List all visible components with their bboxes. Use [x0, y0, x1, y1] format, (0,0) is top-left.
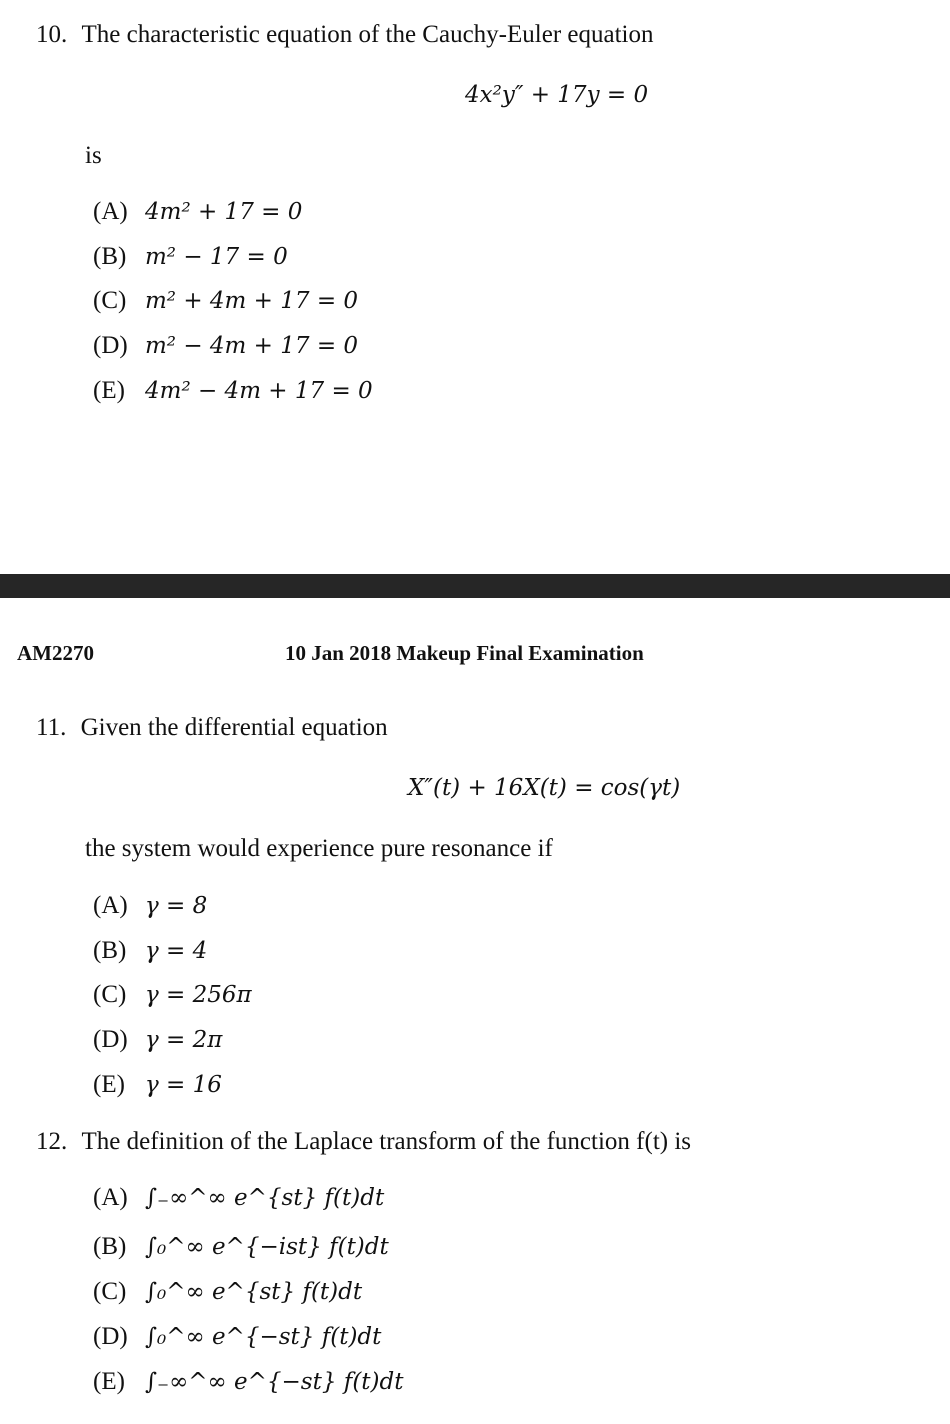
choice-label: (B) — [93, 1233, 127, 1260]
choice-label: (D) — [93, 332, 128, 359]
choice-expression: ∫₀^∞ e^{st} f(t)dt — [145, 1279, 363, 1305]
choice-a[interactable] — [93, 197, 302, 227]
question-11 — [36, 713, 388, 743]
question-prompt: Given the differential equation — [80, 714, 388, 741]
choice-label: (D) — [93, 1323, 128, 1350]
question-prompt: The characteristic equation of the Cauchy-Euler equation — [81, 21, 654, 48]
choice-label: (B) — [93, 937, 127, 964]
choice-e[interactable] — [93, 1070, 222, 1100]
choice-e[interactable] — [93, 376, 373, 406]
choice-label: (D) — [93, 1026, 128, 1053]
question-trailer: the system would experience pure resonance if — [85, 835, 553, 862]
choice-expression: 4m² + 17 = 0 — [145, 199, 303, 225]
question-10 — [36, 20, 653, 50]
display-equation: 4x²y″ + 17y = 0 — [465, 82, 649, 108]
choice-c[interactable] — [93, 1277, 362, 1307]
choice-b[interactable] — [93, 1232, 389, 1262]
choice-expression: γ = 8 — [145, 893, 208, 919]
choice-label: (C) — [93, 1278, 127, 1305]
choice-expression: m² − 4m + 17 = 0 — [145, 333, 359, 359]
choice-a[interactable] — [93, 1183, 384, 1213]
choice-expression: ∫₀^∞ e^{−st} f(t)dt — [145, 1324, 382, 1350]
choice-label: (C) — [93, 287, 127, 314]
choice-c[interactable] — [93, 286, 358, 316]
choice-expression: γ = 4 — [145, 938, 208, 964]
choice-c[interactable] — [93, 980, 252, 1010]
choice-label: (A) — [93, 198, 128, 225]
choice-label: (A) — [93, 1184, 128, 1211]
choice-d[interactable] — [93, 1025, 222, 1055]
question-prompt: The definition of the Laplace transform of the function f(t) is — [81, 1128, 692, 1155]
choice-expression: 4m² − 4m + 17 = 0 — [145, 378, 373, 404]
choice-label: (E) — [93, 1368, 125, 1395]
choice-expression: γ = 256π — [145, 982, 252, 1008]
page-divider — [0, 574, 950, 598]
choice-expression: m² − 17 = 0 — [145, 244, 288, 270]
exam-title: 10 Jan 2018 Makeup Final Examination — [285, 641, 644, 665]
course-code: AM2270 — [17, 641, 94, 665]
question-number: 12. — [36, 1128, 68, 1155]
choice-label: (C) — [93, 981, 127, 1008]
choice-e[interactable] — [93, 1367, 403, 1397]
question-number: 10. — [36, 21, 68, 48]
choice-expression: ∫₋∞^∞ e^{st} f(t)dt — [145, 1185, 385, 1211]
choice-b[interactable] — [93, 242, 288, 272]
choice-expression: γ = 16 — [145, 1072, 222, 1098]
choice-expression: γ = 2π — [145, 1027, 223, 1053]
choice-expression: m² + 4m + 17 = 0 — [145, 288, 359, 314]
choice-b[interactable] — [93, 936, 207, 966]
question-number: 11. — [36, 714, 67, 741]
choice-d[interactable] — [93, 331, 358, 361]
question-trailer: is — [85, 142, 102, 169]
choice-d[interactable] — [93, 1322, 381, 1352]
choice-label: (E) — [93, 377, 125, 404]
choice-expression: ∫₀^∞ e^{−ist} f(t)dt — [145, 1234, 389, 1260]
choice-label: (E) — [93, 1071, 125, 1098]
choice-expression: ∫₋∞^∞ e^{−st} f(t)dt — [145, 1369, 404, 1395]
choice-label: (B) — [93, 243, 127, 270]
question-12 — [36, 1127, 691, 1157]
choice-label: (A) — [93, 892, 128, 919]
display-equation: X″(t) + 16X(t) = cos(γt) — [408, 775, 681, 801]
choice-a[interactable] — [93, 891, 207, 921]
